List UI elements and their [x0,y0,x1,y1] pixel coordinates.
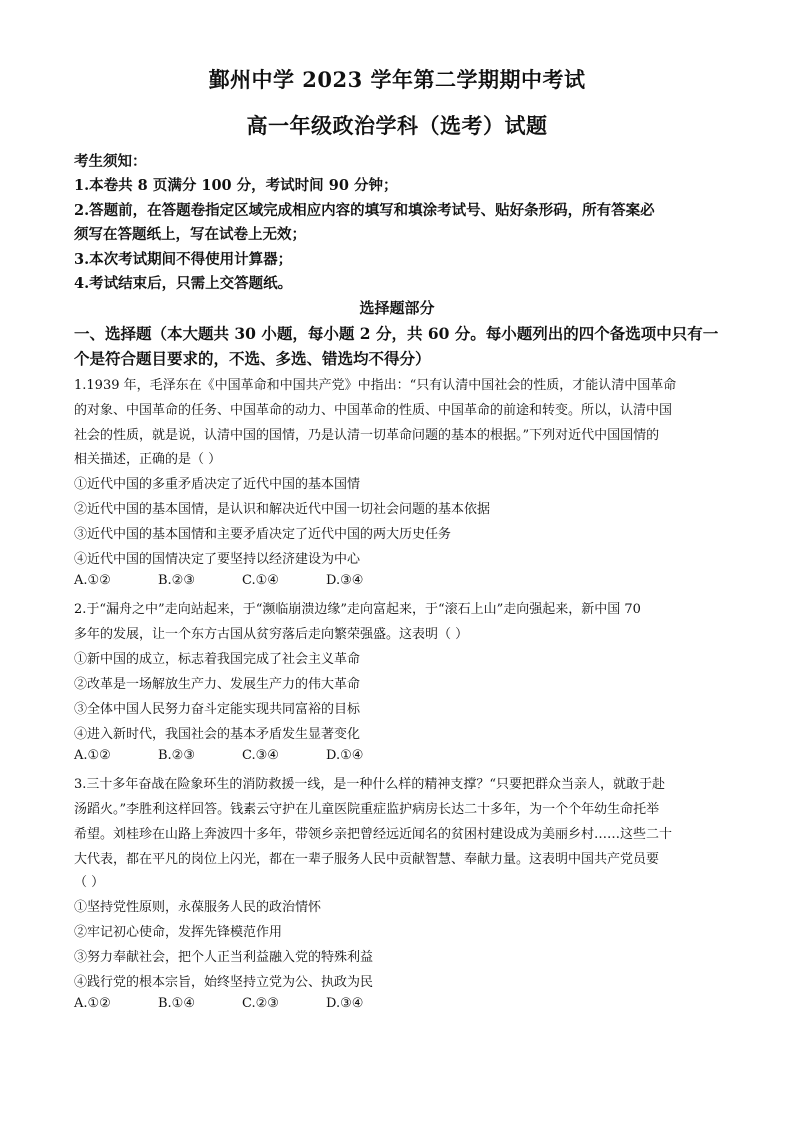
option-d[interactable]: D.①④ [326,748,364,763]
statement-item: ①新中国的成立，标志着我国完成了社会主义革命 [74,652,361,667]
statement-item: ④进入新时代，我国社会的基本矛盾发生显著变化 [74,727,361,742]
answer-options [74,996,410,1011]
statement-item: ③近代中国的基本国情和主要矛盾决定了近代中国的两大历史任务 [74,527,452,542]
statement-item: ④近代中国的国情决定了要坚持以经济建设为中心 [74,552,361,567]
exam-subtitle: 高一年级政治学科（选考）试题 [246,113,548,138]
question-stem-line: 2.于“漏舟之中”走向站起来，于“濒临崩溃边缘”走向富起来，于“滚石上山”走向强起来，新中国 70 [74,602,641,617]
notice-item: 2.答题前，在答题卷指定区域完成相应内容的填写和填涂考试号、贴好条形码，所有答案必 [74,202,655,219]
question-stem-line: 社会的性质，就是说，认清中国的国情，乃是认清一切革命问题的基本的根据。”下列对近代中国国情的 [74,428,660,443]
question-stem-line: 汤蹈火。”李胜利这样回答。钱素云守护在儿童医院重症监护病房长达二十多年，为一个个年幼生命托举 [74,802,660,817]
question-stem-line: （ ） [74,875,105,890]
statement-item: ①近代中国的多重矛盾决定了近代中国的基本国情 [74,477,361,492]
question-stem-line: 希望。刘桂珍在山路上奔波四十多年，带领乡亲把曾经远近闻名的贫困村建设成为美丽乡村……这些二十 [74,827,673,842]
section-title: 选择题部分 [359,299,435,317]
option-d[interactable]: D.③④ [326,573,364,588]
statement-item: ④践行党的根本宗旨，始终坚持立党为公、执政为民 [74,975,374,990]
option-d[interactable]: D.③④ [326,996,364,1011]
answer-options [74,748,410,763]
notice-item: 4.考试结束后，只需上交答题纸。 [74,275,293,292]
notice-item: 3.本次考试期间不得使用计算器； [74,251,293,268]
option-c[interactable]: C.②③ [242,996,279,1011]
question-stem-line: 的对象、中国革命的任务、中国革命的动力、中国革命的性质、中国革命的前途和转变。所以，认清中国 [74,403,673,418]
answer-options [74,573,410,588]
question-stem-line: 3.三十多年奋战在险象环生的消防救援一线，是一种什么样的精神支撑？“只要把群众当亲人，就敢于赴 [74,777,666,792]
option-c[interactable]: C.③④ [242,748,279,763]
part-instructions-line: 个是符合题目要求的，不选、多选、错选均不得分） [74,349,431,368]
notice-heading: 考生须知： [74,153,147,170]
option-a[interactable]: A.①② [74,748,111,763]
question-stem-line: 1.1939 年，毛泽东在《中国革命和中国共产党》中指出：“只有认清中国社会的性质，才能认清中国革命 [74,378,677,393]
question-stem-line: 多年的发展，让一个东方古国从贫穷落后走向繁荣强盛。这表明（ ） [74,627,469,642]
statement-item: ②改革是一场解放生产力、发展生产力的伟大革命 [74,677,361,692]
statement-item: ②牢记初心使命，发挥先锋模范作用 [74,925,283,940]
notice-item: 须写在答题纸上，写在试卷上无效； [74,226,306,243]
part-instructions-line: 一、选择题（本大题共 30 小题，每小题 2 分，共 60 分。每小题列出的四个备选项中只有一 [74,324,719,343]
statement-item: ①坚持党性原则，永葆服务人民的政治情怀 [74,900,322,915]
exam-title: 鄞州中学 2023 学年第二学期期中考试 [208,67,586,92]
statement-item: ②近代中国的基本国情，是认识和解决近代中国一切社会问题的基本依据 [74,502,491,517]
option-b[interactable]: B.①④ [158,996,195,1011]
option-b[interactable]: B.②③ [158,748,195,763]
statement-item: ③全体中国人民努力奋斗定能实现共同富裕的目标 [74,702,361,717]
option-a[interactable]: A.①② [74,996,111,1011]
question-stem-line: 相关描述，正确的是（ ） [74,452,222,467]
option-b[interactable]: B.②③ [158,573,195,588]
notice-item: 1.本卷共 8 页满分 100 分，考试时间 90 分钟； [74,177,398,194]
option-c[interactable]: C.①④ [242,573,279,588]
question-stem-line: 大代表，都在平凡的岗位上闪光，都在一辈子服务人民中贡献智慧、奉献力量。这表明中国共产党员要 [74,852,660,867]
option-a[interactable]: A.①② [74,573,111,588]
statement-item: ③努力奉献社会，把个人正当利益融入党的特殊利益 [74,950,374,965]
